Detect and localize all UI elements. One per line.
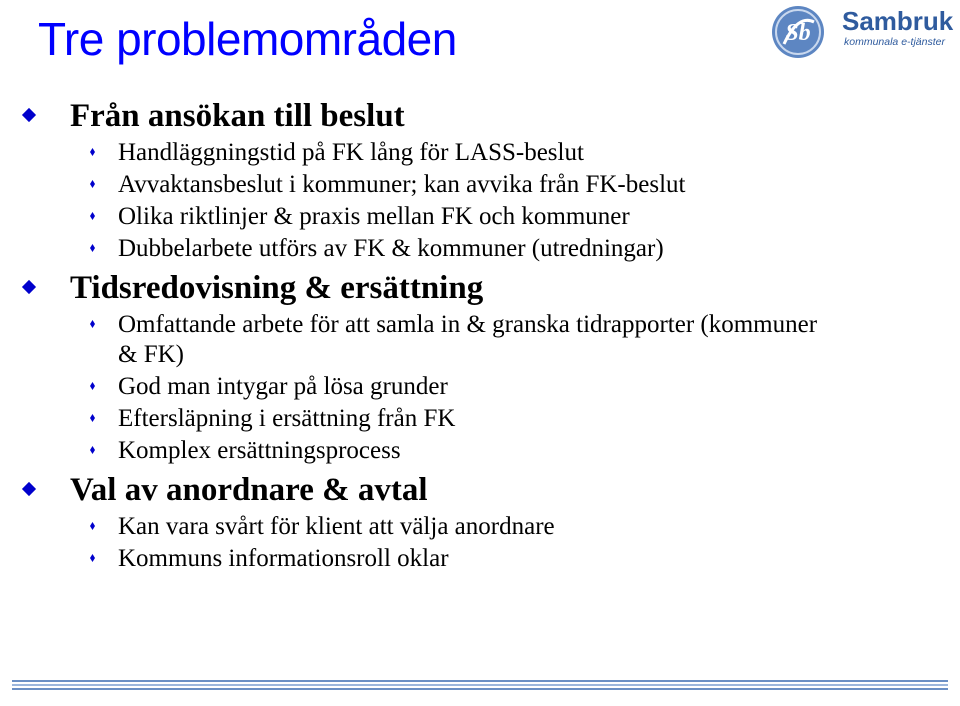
section-heading (24, 96, 944, 136)
section-heading-text: Val av anordnare & avtal (70, 472, 428, 508)
small-diamond-bullet-icon (90, 148, 95, 156)
logo-tagline: kommunala e-tjänster (844, 36, 945, 48)
list-item-text: Handläggningstid på FK lång för LASS-beslut (118, 139, 584, 166)
small-diamond-bullet-icon (90, 522, 95, 530)
slide-title: Tre problemområden (38, 13, 457, 65)
diamond-bullet-icon (22, 482, 36, 496)
footer-line (12, 688, 948, 690)
sambruk-badge-icon (770, 4, 830, 60)
footer-line (12, 680, 948, 682)
section-heading-text: Från ansökan till beslut (70, 98, 405, 134)
list-item-text: Komplex ersättningsprocess (118, 437, 401, 464)
small-diamond-bullet-icon (90, 320, 95, 328)
list-item-text: God man intygar på lösa grunder (118, 373, 448, 400)
sambruk-logo (770, 4, 956, 60)
list-item-text: Olika riktlinjer & praxis mellan FK och kommuner (118, 203, 630, 230)
footer-divider (12, 680, 948, 694)
list-item-text: Avvaktansbeslut i kommuner; kan avvika från FK-beslut (118, 171, 686, 198)
list-item (24, 234, 944, 264)
list-item (24, 372, 944, 402)
small-diamond-bullet-icon (90, 382, 95, 390)
small-diamond-bullet-icon (90, 212, 95, 220)
diamond-bullet-icon (22, 108, 36, 122)
section-heading (24, 268, 944, 308)
logo-name: Sambruk (842, 6, 954, 36)
small-diamond-bullet-icon (90, 414, 95, 422)
diamond-bullet-icon (22, 280, 36, 294)
footer-line (12, 684, 948, 686)
small-diamond-bullet-icon (90, 244, 95, 252)
bullet-list (24, 96, 944, 574)
list-item-text: Kan vara svårt för klient att välja anordnare (118, 513, 555, 540)
list-item (24, 404, 944, 434)
list-item (24, 138, 944, 168)
section-heading (24, 470, 944, 510)
list-item-text: Omfattande arbete för att samla in & granska tidrapporter (kommuner & FK) (118, 311, 818, 368)
list-item-text: Eftersläpning i ersättning från FK (118, 405, 456, 432)
list-item (24, 512, 944, 542)
small-diamond-bullet-icon (90, 180, 95, 188)
list-item (24, 170, 718, 200)
list-item (24, 544, 944, 574)
list-item (24, 310, 838, 370)
list-item-text: Dubbelarbete utförs av FK & kommuner (utredningar) (118, 235, 664, 262)
small-diamond-bullet-icon (90, 446, 95, 454)
section-heading-text: Tidsredovisning & ersättning (70, 270, 484, 306)
logo-badge-text: Sb (785, 20, 811, 46)
small-diamond-bullet-icon (90, 554, 95, 562)
list-item-text: Kommuns informationsroll oklar (118, 545, 449, 572)
list-item (24, 202, 944, 232)
list-item (24, 436, 944, 466)
